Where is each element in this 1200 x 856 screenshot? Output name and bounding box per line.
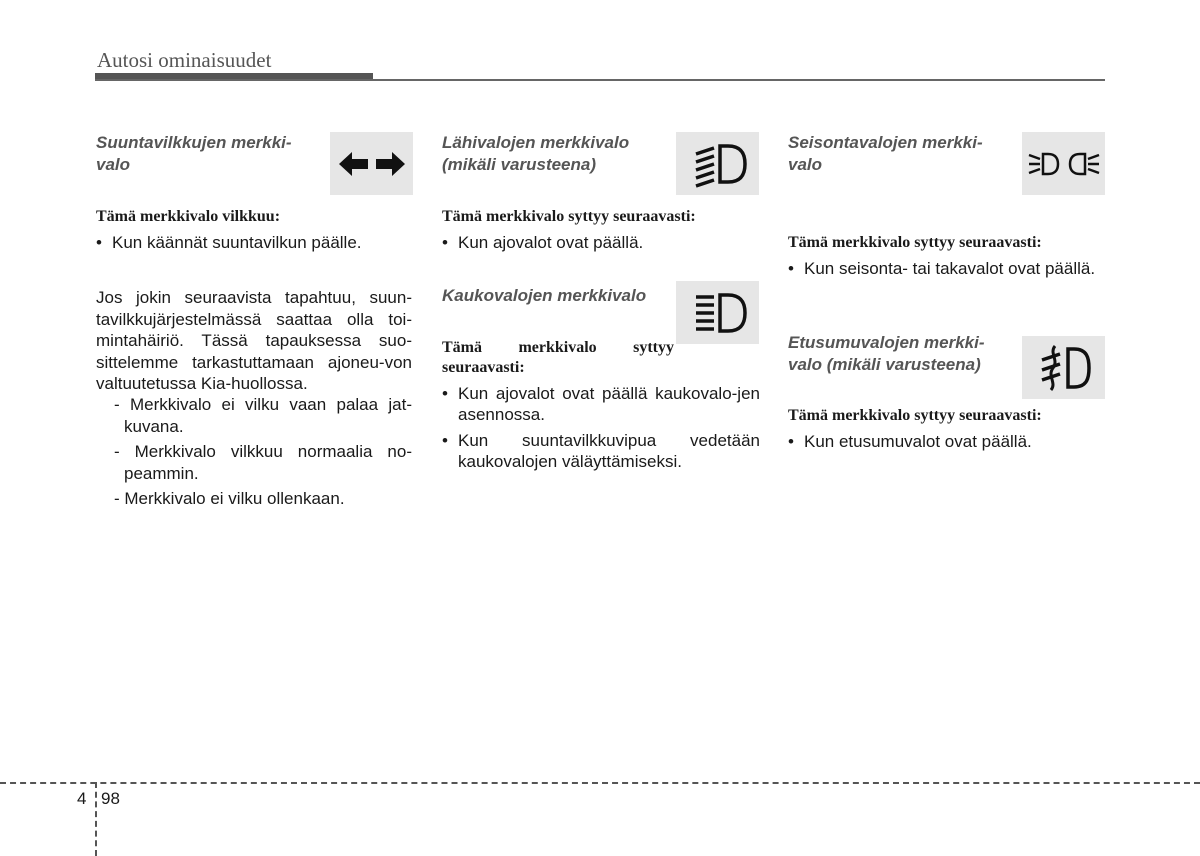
- turn-signal-bullets: [96, 232, 414, 253]
- turn-signal-arrows-icon: [337, 149, 407, 179]
- low-beam-lead: Tämä merkkivalo syttyy seuraavasti:: [442, 208, 696, 225]
- low-beam-bullets: [442, 232, 760, 253]
- fog-light-section-title: Etusumuvalojen merkki- valo (mikäli varusteena): [788, 333, 985, 374]
- fog-light-icon-box: [1022, 336, 1105, 399]
- parking-light-icon-box: [1022, 132, 1105, 195]
- front-fog-light-icon: [1036, 343, 1092, 393]
- page-number: 98: [101, 789, 120, 808]
- fog-light-lead: Tämä merkkivalo syttyy seuraavasti:: [788, 407, 1042, 424]
- header-rule: [95, 79, 1105, 81]
- high-beam-bullets: [442, 383, 760, 472]
- list-item: - Merkkivalo ei vilku ollenkaan.: [114, 489, 345, 508]
- high-beam-lead: Tämä merkkivalo syttyy seuraavasti:: [442, 339, 674, 376]
- high-beam-icon-box: [676, 281, 759, 344]
- parking-light-icon: [1026, 146, 1102, 182]
- parking-light-section-title: Seisontavalojen merkki- valo: [788, 133, 983, 174]
- footer-margin-divider: [95, 782, 97, 856]
- list-item: • Kun etusumuvalot ovat päällä.: [788, 431, 1106, 452]
- high-beam-icon: [688, 291, 748, 335]
- turn-signal-section-title: Suuntavilkkujen merkki- valo: [96, 133, 292, 174]
- page-header-title: Autosi ominaisuudet: [97, 48, 272, 72]
- list-item: • Kun seisonta- tai takavalot ovat päällä.: [788, 258, 1106, 279]
- list-item: • Kun suuntavilkkuvipua vedetään kaukovalojen väläyttämiseksi.: [442, 430, 760, 472]
- turn-signal-lead: Tämä merkkivalo vilkkuu:: [96, 208, 281, 225]
- turn-signal-icon-box: [330, 132, 413, 195]
- footer-divider: [0, 782, 1200, 784]
- parking-light-bullets: [788, 258, 1106, 279]
- list-item: • Kun ajovalot ovat päällä kaukovalo-jen asennossa.: [442, 383, 760, 425]
- fog-light-bullets: [788, 431, 1106, 452]
- parking-light-lead: Tämä merkkivalo syttyy seuraavasti:: [788, 234, 1042, 251]
- list-item: • Kun käännät suuntavilkun päälle.: [96, 232, 414, 253]
- list-item: - Merkkivalo ei vilku vaan palaa jat-kuvana.: [114, 395, 412, 436]
- low-beam-icon: [688, 140, 748, 188]
- malfunction-paragraph: Jos jokin seuraavista tapahtuu, suun-tavilkkujärjestelmässä saattaa olla toi-mintahäiriö. Tässä tapauksessa suo-sittelemme tarkastuttamaan ajoneu-von valtuutetussa Kia-huollossa.: [96, 288, 412, 393]
- chapter-number: 4: [77, 789, 87, 808]
- high-beam-section-title: Kaukovalojen merkkivalo: [442, 286, 647, 305]
- low-beam-icon-box: [676, 132, 759, 195]
- low-beam-section-title: Lähivalojen merkkivalo (mikäli varusteena): [442, 133, 630, 174]
- list-item: • Kun ajovalot ovat päällä.: [442, 232, 760, 253]
- list-item: - Merkkivalo vilkkuu normaalia no-peammin.: [114, 442, 412, 483]
- malfunction-list: [96, 394, 412, 510]
